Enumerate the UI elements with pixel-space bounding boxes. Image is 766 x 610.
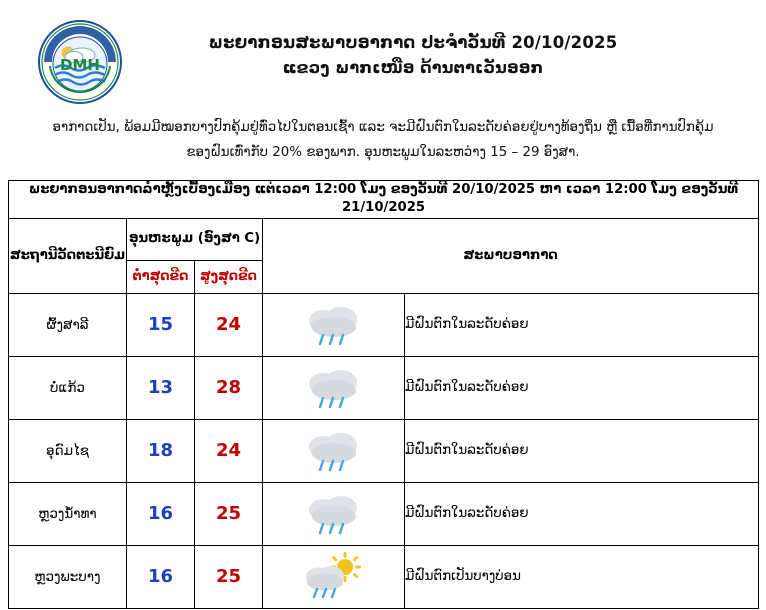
header-province: ສະຖານີວັດຕະນີຍົມ [9,218,127,293]
table-row [9,356,759,419]
row-temp-min: 15 [127,293,195,356]
rain-cloud-icon [263,356,405,419]
intro-paragraph [0,108,766,176]
row-condition: ມີຝົນຕົກເປັນບາງບ່ອນ [405,545,759,608]
row-temp-min: 18 [127,419,195,482]
svg-text:DMH: DMH [60,56,100,74]
page-header [0,0,766,108]
forecast-table [8,180,759,609]
row-temp-max: 24 [195,419,263,482]
row-province: ຫຼວງພະບາງ [9,545,127,608]
sun-cloud-rain-icon [263,545,405,608]
row-temp-min: 16 [127,545,195,608]
row-province: ບໍ່ແກ້ວ [9,356,127,419]
row-condition: ມີຝົນຕົກໃນລະດັບຄ່ອຍ [405,482,759,545]
page-title: ພະຍາກອນສະພາບອາກາດ ປະຈຳວັນທີ 20/10/2025 [208,33,618,52]
table-row [9,293,759,356]
row-temp-max: 25 [195,482,263,545]
rain-cloud-icon [263,293,405,356]
intro-text: ອາກາດເປັນ, ພ້ອມມີໝອກບາງປົກຄຸ້ມຢູ່ທົ່ວໄປໃນຕອນເຊົ້າ ແລະ ຈະມີຝົນຕົກໃນລະດັບຄ່ອຍຢູ່ບາງທ້ອງຖິ່ນ ຫຼື ເນື້ອທີ່ການປົກຄຸ້ມຂອງຝົນເທົ່າກັບ 20% ຂອງພາກ. ອຸນຫະພູມໃນລະຫວ່າງ 15 – 29 ອົງສາ. [52,120,714,160]
header-temp-min: ຕ່ຳສຸດຂີດ [127,260,195,293]
table-header-row-1 [9,218,759,260]
rain-cloud-icon [263,419,405,482]
table-row [9,545,759,608]
table-banner: ພະຍາກອນອາກາດລຳຫຼັງເບື້ອງເມືອງ ແຕ່ເວລາ 12:00 ໂມງ ຂອງວັນທີ 20/10/2025 ຫາ ເວລາ 12:00 ໂມງ ຂອງວັນທີ 21/10/2025 [9,180,759,218]
table-banner-row [9,180,759,218]
row-condition: ມີຝົນຕົກໃນລະດັບຄ່ອຍ [405,419,759,482]
table-row [9,419,759,482]
row-temp-max: 25 [195,545,263,608]
header-temp-max: ສູງສຸດຂີດ [195,260,263,293]
header-title-block [140,18,686,80]
rain-cloud-icon [263,482,405,545]
page-subtitle: ແຂວງ ພາກເໜືອ ດ້ານຕາເວັນອອກ [282,57,544,77]
row-temp-max: 28 [195,356,263,419]
header-temperature: ອຸນຫະພູມ (ອົງສາ C) [127,218,263,260]
dmh-logo-icon [38,20,122,104]
row-province: ຜົ້ງສາລີ [9,293,127,356]
header-condition: ສະພາບອາກາດ [263,218,759,293]
row-temp-max: 24 [195,293,263,356]
row-temp-min: 13 [127,356,195,419]
row-province: ອຸດົມໄຊ [9,419,127,482]
row-province: ຫຼວງນ້ຳທາ [9,482,127,545]
logo-container [20,18,140,104]
row-condition: ມີຝົນຕົກໃນລະດັບຄ່ອຍ [405,356,759,419]
table-row [9,482,759,545]
row-temp-min: 16 [127,482,195,545]
forecast-table-container [0,176,766,609]
row-condition: ມີຝົນຕົກໃນລະດັບຄ່ອຍ [405,293,759,356]
